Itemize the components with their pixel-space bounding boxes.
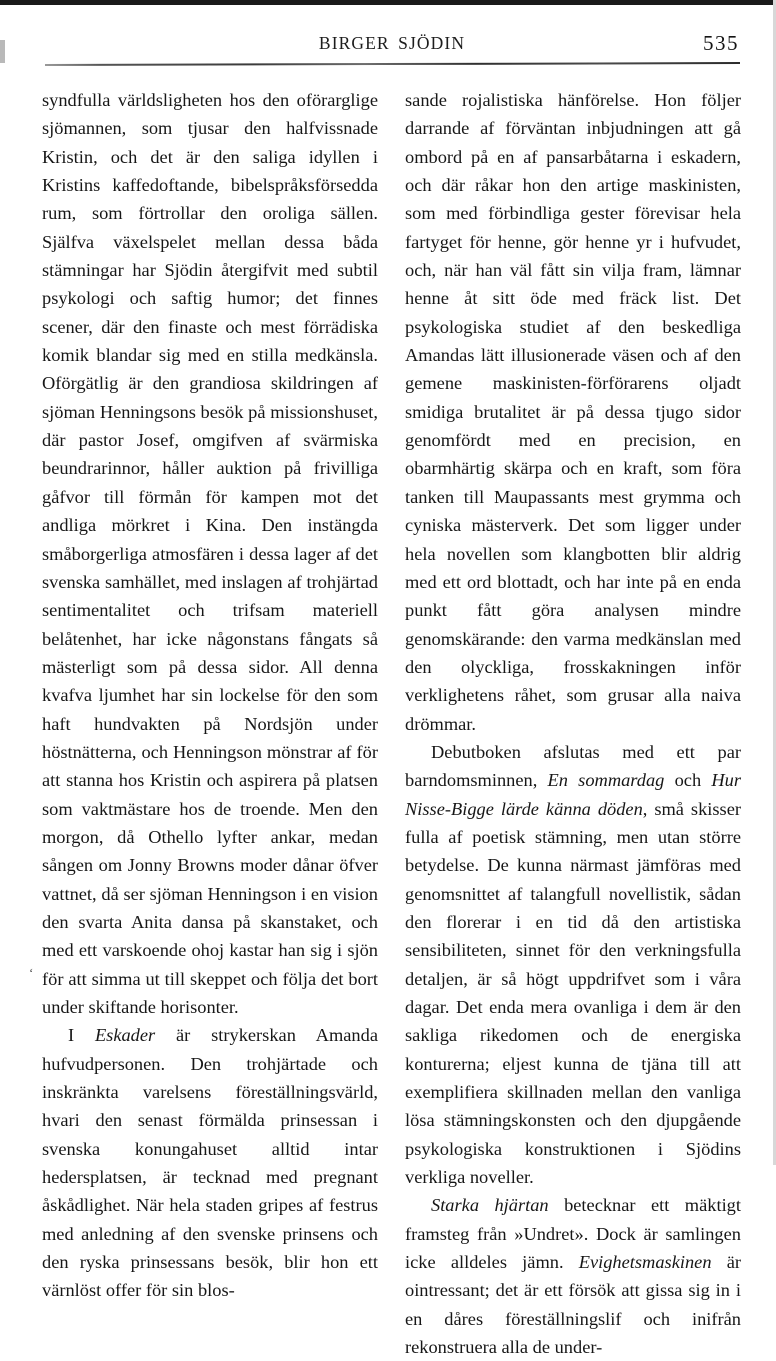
text-run: är ointressant; det är ett försök att gissa sig in i en dåres föreställningslif och inifrån rekonstruera alla de under- xyxy=(405,1252,742,1358)
running-head-title: BIRGER SJÖDIN xyxy=(318,33,466,53)
header-rule-divider xyxy=(45,62,740,66)
text-run: I xyxy=(68,1025,95,1046)
work-title: Evighetsmaskinen xyxy=(578,1252,712,1273)
margin-mark: ‘ xyxy=(29,965,34,980)
page-number: 535 xyxy=(703,31,739,55)
text-run: Debutboken afslutas med ett par barndomsminnen, xyxy=(405,741,741,791)
paragraph xyxy=(405,1191,741,1361)
column-right xyxy=(405,86,741,1361)
paragraph xyxy=(405,738,741,1192)
text-run: , små skisser fulla af poetisk stämning, men utan större betydelse. De kunna närmast jämföras med genomsnittet af talangfull novellistik, sådan den florerar i en tid då den artistiska sensibiliteten, sinnet för den verkningsfulla detaljen, är så högt uppdrifvet som i våra dagar. Det enda mera ovanliga i dem är den sakliga rikedomen och de energiska konturerna; eljest kunna de tjäna till att exemplifiera skillnaden mellan den vanliga lösa stämningskonsten och den djupgående psykologiska konstruktionen i Sjödins verkliga noveller. xyxy=(405,798,741,1188)
column-left xyxy=(42,86,378,1361)
paragraph xyxy=(405,86,741,738)
work-title: Eskader xyxy=(94,1025,156,1046)
text-run: betecknar ett mäktigt framsteg från »Undret». Dock är samlingen icke alldeles jämn. xyxy=(405,1195,741,1273)
work-title: Starka hjärtan xyxy=(431,1195,549,1216)
work-title: Hur Nisse-Bigge lärde känna döden xyxy=(405,770,742,819)
paragraph xyxy=(42,86,378,1021)
text-run: syndfulla världsligheten hos den oförarglige sjömannen, som tjusar den halfvissnade Kristin, och det är den saliga idyllen i Kristins kaffedoftande, bibelspråksförsedda rum, som förtrollar den oroliga sällen. Själfva växelspelet mellan dessa båda stämningar har Sjödin återgifvit med subtil psykologi och saftig humor; det finnes scener, där den finaste och mest förrädiska komik blandar sig med en stilla medkänsla. Oförgätlig är den grandiosa skildringen af sjöman Henningsons besök på missionshuset, där pastor Josef, omgifven af svärmiska beundrarinnor, håller auktion på frivilliga gåfvor till förmån för kampen mot det andliga mörkret i Kina. Den instängda småborgerliga atmosfären i dessa lager af det svenska samhället, med inslagen af trohjärtad sentimentalitet och trifsam materiell belåtenhet, har icke någonstans fångats så mästerligt som på dessa sidor. All denna kvafva ljumhet har sin lockelse för den som haft hundvakten på Nordsjön under höstnätterna, och Henningson mönstrar af för att stanna hos Kristin och aspirera på platsen som vaktmästare hos de troende. Men den morgon, då Othello lyfter ankar, medan sången om Jonny Browns moder dånar öfver vattnet, då ser sjöman Henningson i en vision den svarta Anita dansa på skanstaket, och med ett varskoende ohoj kastar han sig i sjön för att simma ut till skeppet och följa det bort under skiftande horisonter. xyxy=(42,90,378,1017)
running-head xyxy=(45,33,739,61)
scan-left-edge-artifact xyxy=(0,40,5,63)
text-run: är strykerskan Amanda hufvudpersonen. Den trohjärtade och inskränkta varelsens föreställningsvärld, hvari den senast förmälda prinsessan i svenska konungahuset alltid intar hedersplatsen, är tecknad med pregnant åskådlighet. När hela staden gripes af festrus med anledning af den svenske prinsens och den ryska prinsessans besök, blir hon ett värnlöst offer för sin blos- xyxy=(42,1025,378,1301)
work-title: En sommardag xyxy=(547,770,665,791)
scan-top-edge-artifact xyxy=(0,0,776,5)
body-text-columns xyxy=(42,86,742,1361)
paragraph xyxy=(42,1021,378,1304)
text-run: sande rojalistiska hänförelse. Hon följer darrande af förväntan inbjudningen att gå ombord på en af pansarbåtarna i eskadern, och där råkar hon den artige maskinisten, som med förbindliga gester förevisar hela fartyget för henne, gör henne yr i hufvudet, och, när han väl fått sin vilja fram, lämnar henne åt sitt öde med fräck list. Det psykologiska studiet af den beskedliga Amandas lätt illusionerade väsen och af den gemene maskinisten-förförarens oljadt smidiga brutalitet är på dessa tjugo sidor genomfördt med en precision, en obarmhärtig skärpa och en kraft, som föra tanken till Maupassants mest grymma och cyniska mästerverk. Det som ligger under hela novellen som klangbotten blir aldrig med ett ord blottadt, och har inte på en enda punkt fått göra analysen mindre genomskärande: den varma medkänslan med den olyckliga, frosskakningen inför verklighetens råhet, som grusar alla naiva drömmar. xyxy=(405,90,741,734)
text-run: och xyxy=(664,770,712,791)
